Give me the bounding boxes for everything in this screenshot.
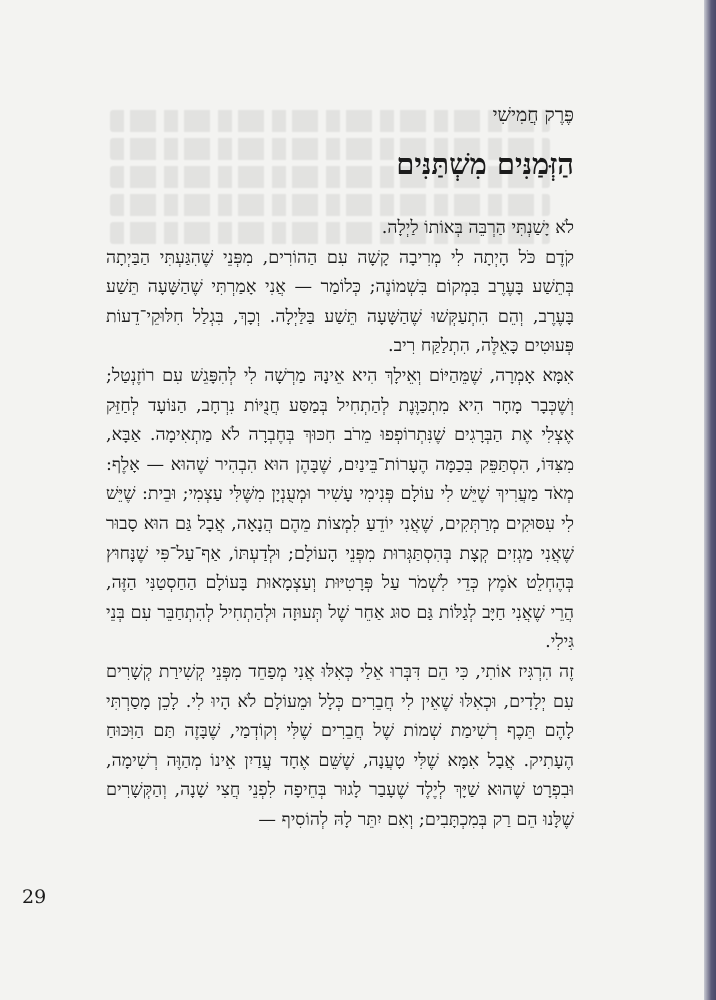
page-content [106,100,574,835]
chapter-label: פֶּרֶק חֲמִישִׁי [492,104,574,126]
paragraph-3: אִמָּא אָמְרָה, שֶׁמֵּהַיּוֹם וְאֵילָךְ הִיא אֵינָהּ מַרְשָׁה לִי לְהִפָּגֵשׁ עִם רוֹזֶנְטַל; וְשֶׁכְּבָר מָחָר הִיא מִתְכַּוֶּנֶת לְהַתְחִיל בְּמַסַּע חֲנֻיּוֹת נִרְחָב, הַנּוֹעָד לְחַזֵּק אֶצְלִי אֶת הַבְּרָגִים שֶׁנִּתְרוֹפְפוּ מֵרֹב חִכּוּךְ בְּחֶבְרָה לֹא מַתְאִימָה. אַבָּא, מִצִּדּוֹ, הִסְתַּפֵּק בִּכַמָּה הֶעָרוֹת־בֵּינַיִם, שֶׁבָּהֶן הוּא הִבְהִיר שֶׁהוּא — אָלֶף: מְאֹד מַעֲרִיךְ שֶׁיֵּשׁ לִי עוֹלָם פְּנִימִי עָשִׁיר וּמְעֻנְיָן מִשֶּׁלִּי עַצְמִי; וּבֵית: שֶׁיֵּשׁ לִי עִסּוּקִים מְרַתְּקִים, שֶׁאֲנִי יוֹדֵעַ לִמְצוֹת מֵהֶם הֲנָאָה, אֲבָל גַּם הוּא סָבוּר שֶׁאֲנִי מַגְזִים קְצָת בְּהִסְתַּגְּרוּת מִפְּנֵי הָעוֹלָם; וּלְדַעְתּוֹ, אַף־עַל־פִּי שֶׁנָּחוּץ בְּהֶחְלֵט אֹמֶץ כְּדֵי לִשְׁמֹר עַל פְּרָטִיּוּת וְעַצְמָאוּת בָּעוֹלָם הַחַסְטַנִּי הַזֶּה, הֲרֵי שֶׁאֲנִי חַיָּב לְגַלּוֹת גַּם סוּג אַחֵר שֶׁל תְּעוּזָה וּלְהַתְחִיל לְהִתְחַבֵּר עִם בְּנֵי גִּילִי. [106,365,574,653]
paragraph-4: זֶה הִרְגִּיז אוֹתִי, כִּי הֵם דִּבְּרוּ אֵלַי כְּאִלּוּ אֲנִי מְפַחֵד מִפְּנֵי קְשִׁירַת קְשָׁרִים עִם יְלָדִים, וּכְאִלּוּ שֶׁאֵין לִי חֲבֵרִים כְּלָל וּמֵעוֹלָם לֹא הָיוּ לִי. לָכֵן מָסַרְתִּי לָהֶם תֵּכֶף רְשִׁימַת שְׁמוֹת שֶׁל חֲבֵרִים שֶׁלִּי וְקוֹדְמַי, שֶׁבָּזֶה תַּם הַוִּכּוּחַ הֶעָתִיק. אֲבָל אִמָּא שֶׁלִּי טָעֲנָה, שֶׁשֵּׁם אֶחָד עֲדַיִן אֵינוֹ מְהַוֶּה רְשִׁימָה, וּבִפְרָט שֶׁהוּא שַׁיָּךְ לְיֶלֶד שֶׁעָבַר לָגוּר בְּחֵיפָה לִפְנֵי חֲצִי שָׁנָה, וְהַקְּשָׁרִים שֶׁלָּנוּ הֵם רַק בְּמִכְתָּבִים; וְאִם יִתֵּר לָהּ לְהוֹסִיף — [106,661,574,830]
page-number: 29 [22,886,47,908]
paragraph-1: לֹא יָשַׁנְתִּי הַרְבֵּה בְּאוֹתוֹ לַיְלָה. [381,218,574,238]
page-edge [704,0,716,1000]
paragraph-2: קֹדֶם כֹּל הָיְתָה לִי מְרִיבָה קָשָׁה עִם הַהוֹרִים, מִפְּנֵי שֶׁהִגַּעְתִּי הַבַּיְתָה בְּתֵשַׁע בָּעֶרֶב בִּמְקוֹם בִּשְׁמוֹנֶה; כְּלוֹמַר — אֲנִי אָמַרְתִּי שֶׁהַשָּׁעָה תֵּשַׁע בָּעֶרֶב, וְהֵם הִתְעַקְּשׁוּ שֶׁהַשָּׁעָה תֵּשַׁע בַּלַּיְלָה. וְכָךְ, בִּגְלַל חִלּוּקֵי־דֵעוֹת פְּעוּטִים כָּאֵלֶּה, הִתְלַקַּח רִיב. [106,247,574,357]
chapter-title: הַזְּמַנִּים מִשְׁתַּנִּים [396,147,574,181]
